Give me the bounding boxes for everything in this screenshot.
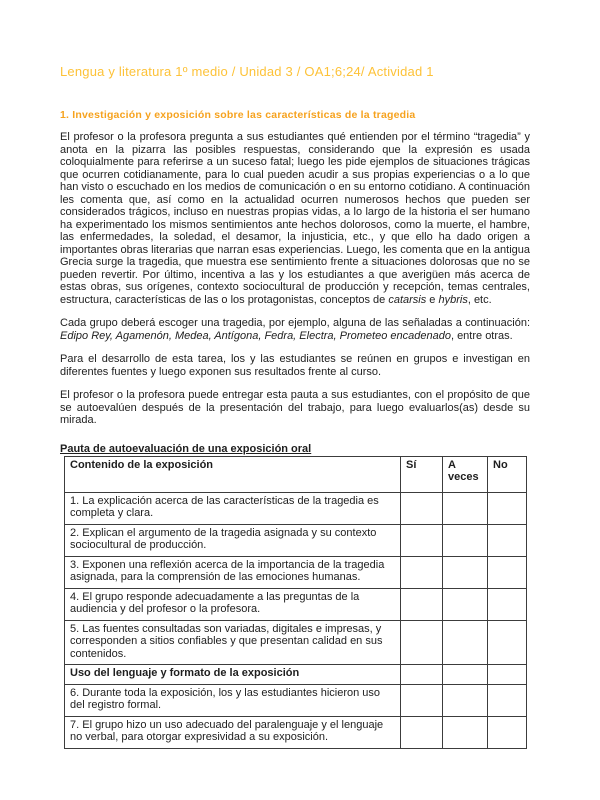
check-cell-no [488,620,527,665]
check-cell-si [401,556,443,588]
check-cell-si [401,665,443,685]
criterion-text: 3. Exponen una reflexión acerca de la importancia de la tragedia asignada, para la comprensión de las emociones humanas. [65,556,401,588]
column-header-si: Sí [401,456,443,492]
check-cell-si [401,684,443,716]
check-cell-a-veces [443,620,488,665]
check-cell-a-veces [443,716,488,748]
paragraph-intro: El profesor o la profesora pregunta a sus estudiantes qué entienden por el término “tragedia” y anota en la pizarra las posibles respuestas, considerando que la expresión es usada coloquialmente para referirse a un suceso fatal; luego les pide ejemplos de situaciones trágicas que ocurren cotidianamente, para lo cual pueden acudir a sus propias experiencias o a lo que han visto o escuchado en los medios de comunicación o en su entorno cotidiano. A continuación les comenta que, así como en la actualidad ocurren numerosos hechos que pueden ser considerados trágicos, incluso en nuestras propias vidas, a lo largo de la historia el ser humano ha experimentado los mismos sentimientos ante hechos dolorosos, como la muerte, el hambre, las enfermedades, la soledad, el desamor, la injusticia, etc., y que ello ha dado origen a importantes obras literarias que narran esas experiencias. Luego, les comenta que en la antigua Grecia surge la tragedia, que muestra ese sentimiento frente a situaciones dolorosas que no se pueden revertir. Por último, incentiva a las y los estudiantes a que averigüen más acerca de estas obras, sus orígenes, contexto sociocultural de producción y recepción, temas centrales, estructura, características de las o los protagonistas, conceptos de catarsis e hybris, etc. [60,131,530,306]
criterion-text: 7. El grupo hizo un uso adecuado del paralenguaje y el lenguaje no verbal, para otorgar expresividad a su exposición. [65,716,401,748]
check-cell-a-veces [443,556,488,588]
check-cell-a-veces [443,665,488,685]
check-cell-no [488,524,527,556]
column-header-contenido: Contenido de la exposición [65,456,401,492]
table-row-criterion-7 [65,716,527,748]
check-cell-a-veces [443,492,488,524]
criterion-text: 5. Las fuentes consultadas son variadas, digitales e impresas, y corresponden a sitios confiables y que presentan calidad en sus contenidos. [65,620,401,665]
check-cell-no [488,492,527,524]
section-title: Uso del lenguaje y formato de la exposición [65,665,401,685]
table-row-criterion-5 [65,620,527,665]
check-cell-a-veces [443,684,488,716]
column-header-a-veces: A veces [443,456,488,492]
check-cell-no [488,716,527,748]
check-cell-si [401,716,443,748]
check-cell-no [488,556,527,588]
check-cell-a-veces [443,524,488,556]
check-cell-no [488,588,527,620]
criterion-text: 6. Durante toda la exposición, los y las estudiantes hicieron uso del registro formal. [65,684,401,716]
criterion-text: 1. La explicación acerca de las características de la tragedia es completa y clara. [65,492,401,524]
column-header-no: No [488,456,527,492]
table-row-criterion-4 [65,588,527,620]
table-row-section-lenguaje [65,665,527,685]
activity-heading: 1. Investigación y exposición sobre las características de la tragedia [60,109,416,121]
check-cell-si [401,620,443,665]
check-cell-si [401,588,443,620]
check-cell-si [401,492,443,524]
check-cell-no [488,684,527,716]
criterion-text: 4. El grupo responde adecuadamente a las preguntas de la audiencia y del profesor o la profesora. [65,588,401,620]
paragraph-pauta-purpose: El profesor o la profesora puede entregar esta pauta a sus estudiantes, con el propósito de que se autoevalúen después de la presentación del trabajo, para luego evaluarlos(as) desde su mirada. [60,389,530,426]
criterion-text: 2. Explican el argumento de la tragedia asignada y su contexto sociocultural de producción. [65,524,401,556]
table-row-criterion-3 [65,556,527,588]
document-title: Lengua y literatura 1º medio / Unidad 3 / OA1;6;24/ Actividad 1 [60,64,434,79]
table-row-criterion-1 [65,492,527,524]
table-row-criterion-2 [65,524,527,556]
paragraph-task-development: Para el desarrollo de esta tarea, los y las estudiantes se reúnen en grupos e investigan en diferentes fuentes y luego exponen sus resultados frente al curso. [60,353,530,378]
self-evaluation-table [64,456,527,749]
check-cell-no [488,665,527,685]
paragraph-tragedy-choices: Cada grupo deberá escoger una tragedia, por ejemplo, alguna de las señaladas a continuación: Edipo Rey, Agamenón, Medea, Antígona, Fedra, Electra, Prometeo encadenado, entre otras. [60,317,530,342]
check-cell-si [401,524,443,556]
table-caption: Pauta de autoevaluación de una exposición oral [60,442,312,455]
table-row-criterion-6 [65,684,527,716]
check-cell-a-veces [443,588,488,620]
table-header-row [65,456,527,492]
